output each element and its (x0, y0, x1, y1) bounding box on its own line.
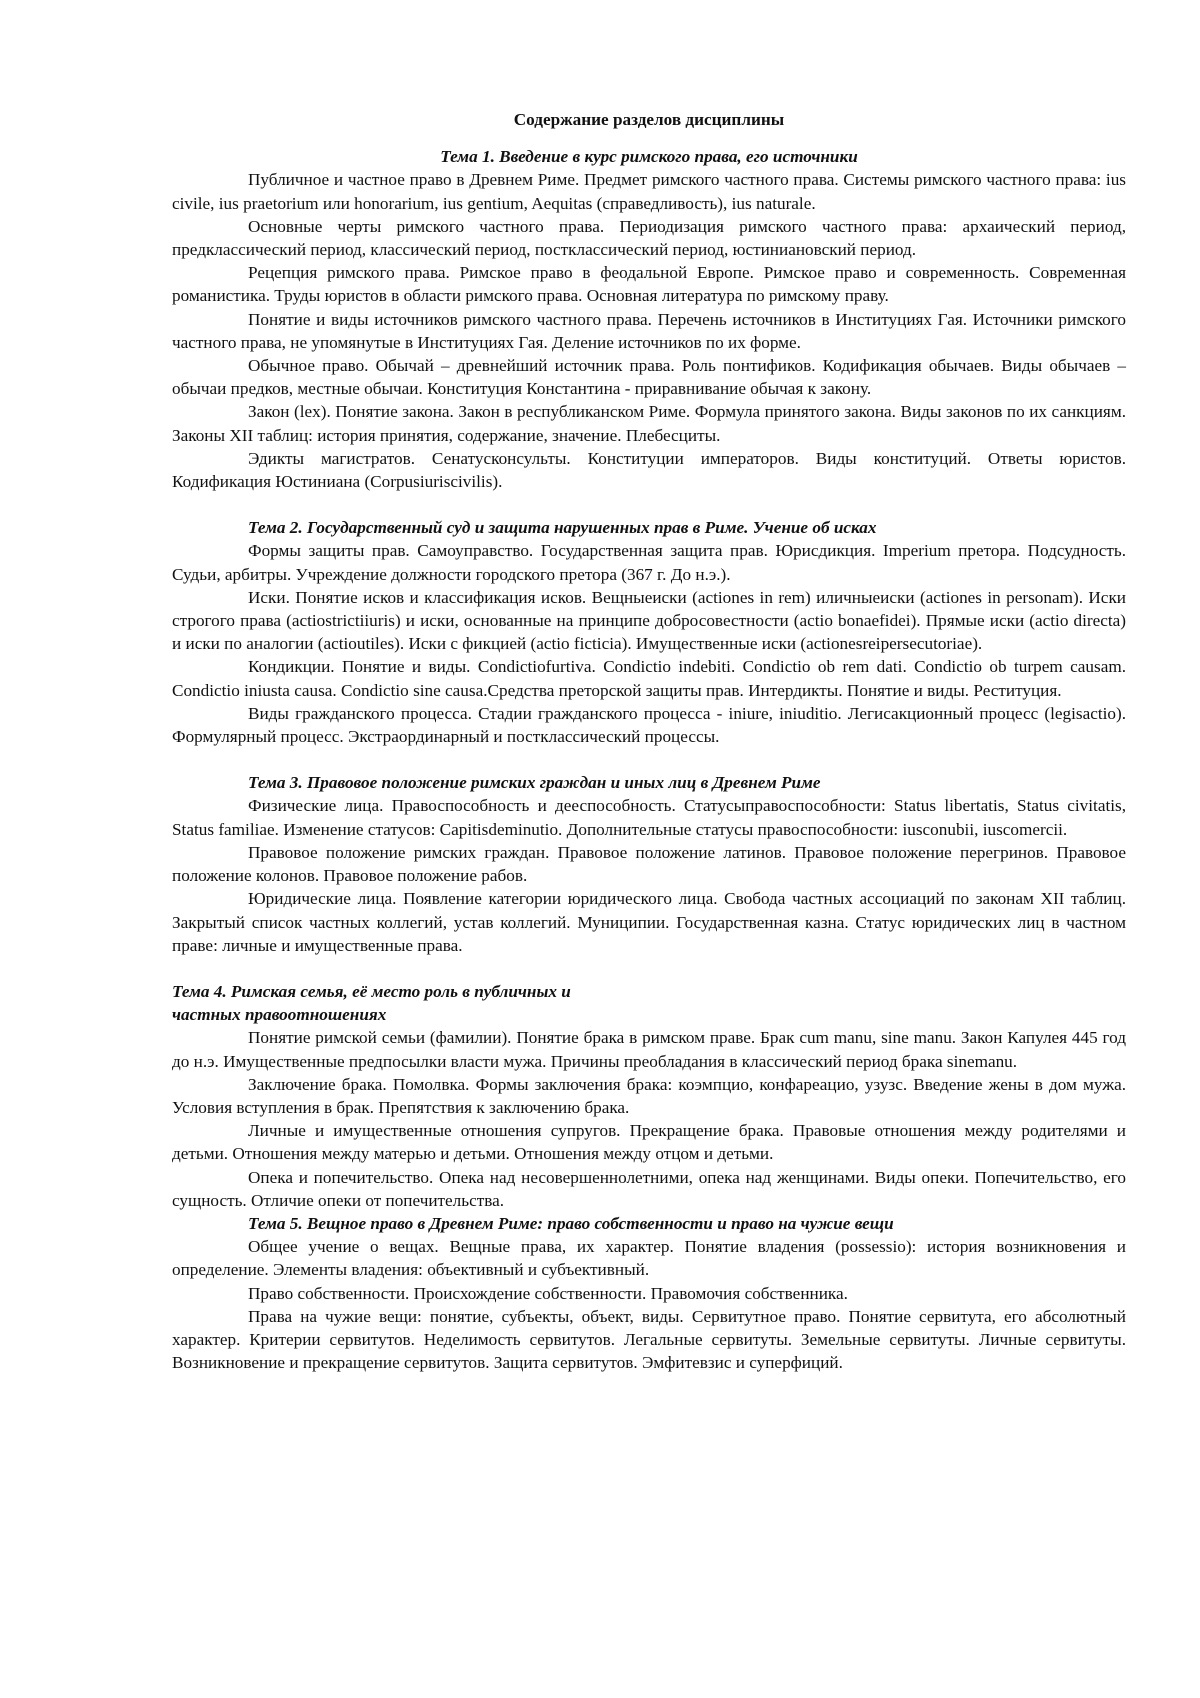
spacer (172, 957, 1126, 980)
paragraph: Рецепция римского права. Римское право в феодальной Европе. Римское право и современность. Современная романистика. Труды юристов в области римского права. Основная литература по римскому праву. (172, 263, 1126, 306)
paragraph: Обычное право. Обычай – древнейший источник права. Роль понтификов. Кодификация обычаев. Виды обычаев – обычаи предков, местные обычаи. Конституция Константина - приравнивание обычая к закону. (172, 356, 1126, 399)
topic-5 (172, 1212, 1126, 1374)
topic-heading-line-1: Тема 4. Римская семья, её место роль в публичных и (172, 981, 571, 1001)
topic-4 (172, 980, 1126, 1212)
paragraph: Правовое положение римских граждан. Правовое положение латинов. Правовое положение перегринов. Правовое положение колонов. Правовое положение рабов. (172, 842, 1126, 886)
paragraph: Виды гражданского процесса. Стадии гражданского процесса - iniure, iniuditio. Легисакционный процесс (legisactio). Формулярный процесс. Экстраординарный и постклассический процессы. (172, 703, 1126, 747)
topic-3 (172, 771, 1126, 957)
paragraph: Понятие и виды источников римского частного права. Перечень источников в Институциях Гая. Источники римского частного права, не упомянутые в Институциях Гая. Деление источников по их форме. (172, 309, 1126, 352)
paragraph: Юридические лица. Появление категории юридического лица. Свобода частных ассоциаций по законам XII таблиц. Закрытый список частных коллегий, устав коллегий. Муниципии. Государственная казна. Статус юридических лиц в частном праве: личные и имущественные права. (172, 889, 1126, 955)
paragraph: Закон (lex). Понятие закона. Закон в республиканском Риме. Формула принятого закона. Виды законов по их санкциям. Законы XII таблиц: история принятия, содержание, значение. Плебесциты. (172, 402, 1126, 445)
topic-heading: Тема 1. Введение в курс римского права, его источники (440, 147, 858, 167)
paragraph: Публичное и частное право в Древнем Риме. Предмет римского частного права. Системы римского частного права: ius civile, ius praetorium или honorarium, ius gentium, Aequitas (справедливость), ius naturale. (172, 170, 1126, 213)
document-page (172, 108, 1126, 1374)
paragraph: Заключение брака. Помолвка. Формы заключения брака: коэмпцио, конфареацио, узузс. Введение жены в дом мужа. Условия вступления в брак. Препятствия к заключению брака. (172, 1074, 1126, 1117)
paragraph: Общее учение о вещах. Вещные права, их характер. Понятие владения (possessio): история возникновения и определение. Элементы владения: объективный и субъективный. (172, 1237, 1126, 1280)
topic-heading: Тема 3. Правовое положение римских граждан и иных лиц в Древнем Риме (248, 773, 821, 793)
paragraph: Иски. Понятие исков и классификация исков. Вещныеиски (actiones in rem) иличныеиски (actiones in personam). Иски строгого права (actiostrictiiuris) и иски, основанные на принципе добросовестности (actio bonaefidei). Прямые иски (actio directa) и иски по аналогии (actioutiles). Иски с фикцией (actio ficticia). Имущественные иски (actionesreipersecutoriae). (172, 587, 1126, 654)
document-title: Содержание разделов дисциплины (513, 110, 785, 129)
topic-heading: Тема 5. Вещное право в Древнем Риме: право собственности и право на чужие вещи (248, 1213, 894, 1233)
paragraph: Формы защиты прав. Самоуправство. Государственная защита прав. Юрисдикция. Imperium претора. Подсудность. Судьи, арбитры. Учреждение должности городского претора (367 г. До н.э.). (172, 541, 1126, 584)
topic-2 (172, 516, 1126, 748)
paragraph: Физические лица. Правоспособность и дееспособность. Статусыправоспособности: Status libertatis, Status civitatis, Status familiae. Изменение статусов: Capitisdeminutio. Дополнительные статусы правоспособности: iusconubii, iuscomercii. (172, 796, 1126, 839)
paragraph: Право собственности. Происхождение собственности. Правомочия собственника. (248, 1283, 848, 1303)
paragraph: Основные черты римского частного права. Периодизация римского частного права: архаический период, предклассический период, классический период, постклассический период, юстиниановский период. (172, 216, 1126, 260)
paragraph: Эдикты магистратов. Сенатусконсульты. Конституции императоров. Виды конституций. Ответы юристов. Кодификация Юстиниана (Corpusiuriscivilis). (172, 448, 1126, 492)
paragraph: Кондикции. Понятие и виды. Condictiofurtiva. Condictio indebiti. Condictio ob rem dati. Condictio ob turpem causam. Condictio iniusta causa. Condictio sine causa.Средства преторской защиты прав. Интердикты. Понятие и виды. Реституция. (172, 657, 1126, 700)
spacer (172, 493, 1126, 516)
paragraph: Понятие римской семьи (фамилии). Понятие брака в римском праве. Брак cum manu, sine manu. Закон Капулея 445 год до н.э. Имущественные предпосылки власти мужа. Причины преобладания в классический период брака sinemanu. (172, 1028, 1126, 1071)
topic-1 (172, 145, 1126, 493)
topic-heading: Тема 2. Государственный суд и защита нарушенных прав в Риме. Учение об исках (248, 518, 877, 538)
paragraph: Личные и имущественные отношения супругов. Прекращение брака. Правовые отношения между родителями и детьми. Отношения между матерью и детьми. Отношения между отцом и детьми. (172, 1121, 1126, 1164)
spacer (172, 748, 1126, 771)
paragraph: Права на чужие вещи: понятие, субъекты, объект, виды. Сервитутное право. Понятие сервитута, его абсолютный характер. Критерии сервитутов. Неделимость сервитутов. Легальные сервитуты. Земельные сервитуты. Личные сервитуты. Возникновение и прекращение сервитутов. Защита сервитутов. Эмфитевзис и суперфиций. (172, 1306, 1126, 1373)
topic-heading-line-2: частных правоотношениях (172, 1005, 387, 1025)
paragraph: Опека и попечительство. Опека над несовершеннолетними, опека над женщинами. Виды опеки. Попечительство, его сущность. Отличие опеки от попечительства. (172, 1167, 1126, 1210)
